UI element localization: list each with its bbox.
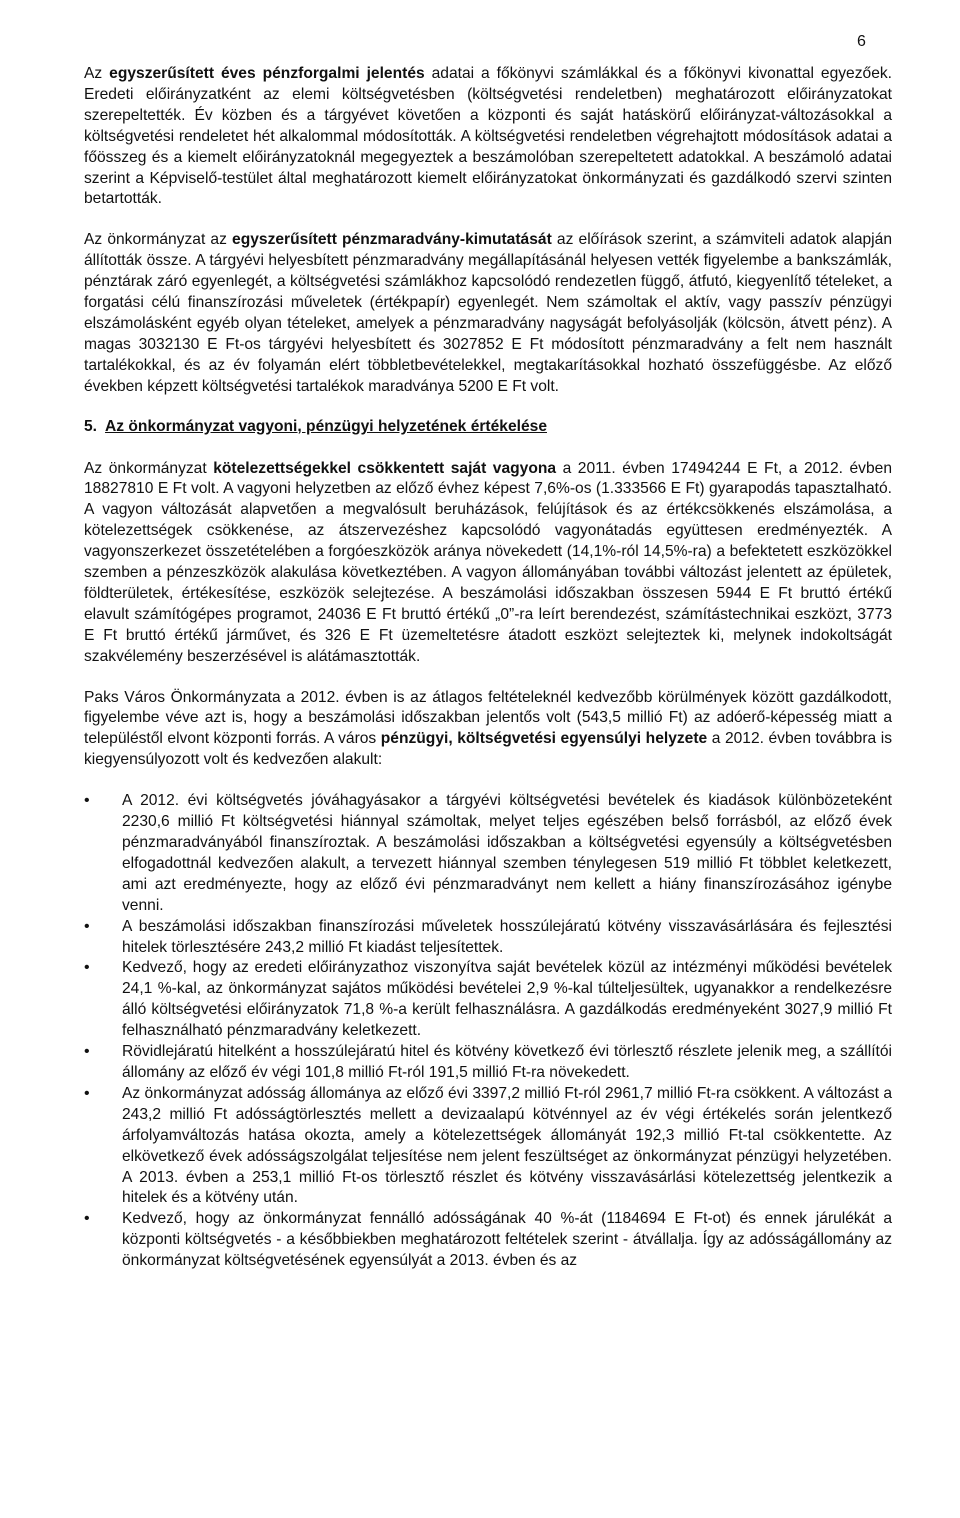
list-item: • Kedvező, hogy az eredeti előirányzathoz viszonyítva saját bevételek közül az intézményi működési bevételek 24,1 %-kal, az önkormányzat sajátos működési bevételei 2,9 %-kal túlteljesültek, ugyanakkor a rendelkezésre álló költségvetési előirányzatok 71,8 %-a került felhasználásra. A gazdálkodás eredményeként 3027,9 millió Ft felhasználható pénzmaradvány keletkezett. [84, 958, 892, 1042]
paragraph-cash-remainder [84, 230, 892, 397]
section-heading [84, 417, 892, 438]
text-run: a 2012. évben továbbra is kiegyensúlyozott volt és kedvezően alakult: [84, 730, 892, 769]
section-number: 5. [84, 417, 98, 435]
page-number: 6 [857, 33, 866, 50]
list-item: • Az önkormányzat adósság állománya az előző évi 3397,2 millió Ft-ról 2961,7 millió Ft-ra csökkent. A változást a 243,2 millió Ft adósságtörlesztés mellett a devizaalapú kötvénnyel az év végi értékelés során jelentkező árfolyamváltozás hatása okozta, amely a kötelezettségek állományát 192,3 millió Ft-tal csökkentette. Az elkövetkező évek adósságszolgálat teljesítése nem jelent feszültséget az önkormányzat pénzügyi helyzetében. A 2013. évben a 253,1 millió Ft-os törlesztő részlet és kötvény visszavásárlási kötelezettség jelentkezik a hitelek és a kötvény után. [84, 1084, 892, 1209]
text-run: Az önkormányzat az [84, 231, 233, 249]
bold-text: kötelezettségekkel csökkentett saját vagyona [213, 459, 557, 477]
bold-text: pénzügyi, költségvetési egyensúlyi helyzete [380, 730, 708, 748]
paragraph-pension-report [84, 64, 892, 210]
section-title: Az önkormányzat vagyoni, pénzügyi helyzetének értékelése [105, 417, 547, 435]
document-body [84, 64, 892, 1272]
paragraph-assets [84, 459, 892, 668]
list-item: • Kedvező, hogy az önkormányzat fennálló adósságának 40 %-át (1184694 E Ft-ot) és ennek járulékát a központi költségvetés - a későbbiekben meghatározott feltételek szerint - átvállalja. Így az adósságállomány az önkormányzat költségvetésének egyensúlyát a 2013. évben és az [84, 1209, 892, 1272]
text-run: a 2011. évben 17494244 E Ft, a 2012. évben 18827810 E Ft volt. A vagyoni helyzetben az előző évhez képest 7,6%-os (1.333566 E Ft) gyarapodás tapasztalható. A vagyon változását alapvetően a megvalósult beruházások, felújítások és az értékcsökkenés elszámolása, a kötelezettségek csökkenése, az átszervezéshez kapcsolódó vagyonátadás együttesen eredményezték. A vagyonszerkezet összetételében a forgóeszközök aránya növekedett (14,1%-ról 14,5%-ra) a befektetett eszközökkel szemben a pénzeszközök alakulása következtében. A vagyon állományában további változást jelentett az épületek, földterületek, értékesítése, eszközök selejtezése. A beszámolási időszakban összesen 5944 E Ft bruttó értékű elavult számítógépes programot, 24036 E Ft bruttó értékű „0”-ra leírt berendezést, számítástechnikai eszközt, 3773 E Ft bruttó értékű járművet, és 326 E Ft üzemeltetésre átadott eszközt selejteztek ki, melynek indokoltságát szakvélemény beszerzésével is alátámasztották. [84, 459, 892, 665]
text-run: Az önkormányzat [84, 459, 214, 477]
bullet-list [84, 791, 892, 1272]
bold-text: egyszerűsített éves pénzforgalmi jelentés [109, 65, 425, 82]
list-item: • Rövidlejáratú hitelként a hosszúlejáratú hitel és kötvény következő évi törlesztő részlete jelenik meg, a szállítói állomány az előző év végi 101,8 millió Ft-ról 191,5 millió Ft-ra növekedett. [84, 1042, 892, 1084]
paragraph-financial-balance [84, 688, 892, 772]
list-item: • A 2012. évi költségvetés jóváhagyásakor a tárgyévi költségvetési bevételek és kiadások különbözeteként 2230,6 millió Ft költségvetési hiánnyal számoltak, melyet teljes egészében belső forrásból, az előző évek pénzmaradványából finanszíroztak. A beszámolási időszakban a költségvetési egyensúly a költségvetésben elfogadottnál kedvezően alakult, a tervezett hiánnyal szemben ténylegesen 519 millió Ft többlet keletkezett, ami azt eredményezte, hogy az előző évi pénzmaradványt nem kellett a hiány finanszírozásához igénybe venni. [84, 791, 892, 916]
text-run: Paks Város Önkormányzata a 2012. évben is az átlagos feltételeknél kedvezőbb körülmények között gazdálkodott, figyelembe véve azt is, hogy a beszámolási időszakban jelentős volt (543,5 millió Ft) az adóerő-képesség miatt a településtől elvont központi forrás. A város [84, 688, 892, 748]
bold-text: egyszerűsített pénzmaradvány-kimutatását [232, 231, 552, 249]
text-run: az előírások szerint, a számviteli adatok alapján állították össze. A tárgyévi helyesbített pénzmaradvány megállapításánál helyesen vették figyelembe a bankszámlák, pénztárak záró egyenlegét, a költségvetési számlákhoz kapcsolódó rendezetlen függő, átfutó, kiegyenlítő tételeket, a forgatási célú finanszírozási műveletek (értékpapír) egyenlegét. Nem számoltak el aktív, vagy passzív pénzügyi elszámolásként egyéb olyan tételeket, amelyek a pénzmaradvány nagyságát befolyásolják (kölcsön, átvett pénz). A magas 3032130 E Ft-os tárgyévi helyesbített és 3027852 E Ft módosított pénzmaradvány a felt nem használt tartalékokkal, és az év folyamán elért többletbevételekkel, megtakarításokkal hozható összefüggésbe. Az előző években képzett költségvetési tartalékok maradványa 5200 E Ft volt. [84, 231, 892, 395]
text-run: Az [84, 65, 110, 82]
list-item: • A beszámolási időszakban finanszírozási műveletek hosszúlejáratú kötvény visszavásárlására és fejlesztési hitelek törlesztésére 243,2 millió Ft kiadást teljesítettek. [84, 917, 892, 959]
text-run: adatai a főkönyvi számlákkal és a főkönyvi kivonattal egyezőek. Eredeti előirányzatként az elemi költségvetésben (költségvetési rendeletben) meghatározott előirányzatokat szerepeltették. Év közben és a tárgyévet követően a központi és saját hatáskörű előirányzat-változásokkal a költségvetési rendeletet hét alkalommal módosították. A költségvetési rendeletben végrehajtott módosítások adatai a főösszeg és a kiemelt előirányzatoknál megegyeztek a beszámolóban szerepeltetett adatokkal. A beszámoló adatai szerint a Képviselő-testület által meghatározott kiemelt előirányzatokat önkormányzati és gazdálkodó szervi szinten betartották. [84, 65, 893, 208]
